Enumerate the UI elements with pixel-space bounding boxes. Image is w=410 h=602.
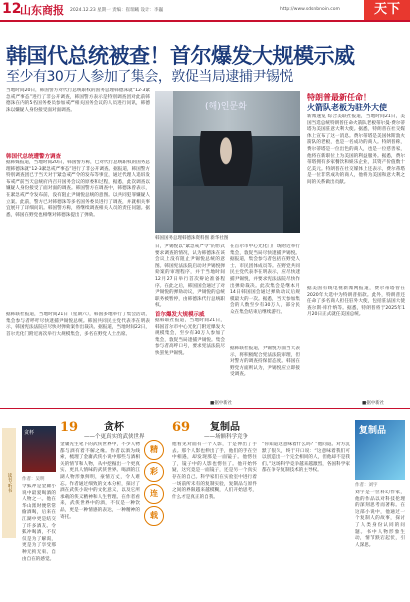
- byline: ■据中新社: [362, 401, 385, 406]
- article-text: 在首尔市中心光化门广场附近举行集会，敦促当局尽快逮捕尹锡悦。据报道，集会参与者包括在野党人士、市民团体成员等。在野党共同民主党代表李在明表示，应尽快逮捕尹锡悦，并要求宪法法院尽快作出弹劾裁决。此次集会是继本月14日韩国国会通过弹劾动议后规模最大的一次。据悉，当天参加集会的人数至少有30万人，部分民众在集会结束后继续游行。: [230, 244, 300, 315]
- issue-meta: 2024.12.23 星期一 责编：崔瑞曦 设计：李巍: [70, 8, 164, 13]
- book-cover: 复制品: [355, 420, 405, 480]
- serial-badge: 连: [144, 484, 164, 504]
- article-text: 新闻速览 综合美联社报道，当地时间21日，美国当选总统特朗普任命火箭队老板蒂尔曼·费尔蒂塔为美国驻意大利大使。据悉，特朗普在社交媒体上宣布了这一消息。费尔蒂塔是美国休斯敦火箭队的老板，也是一名成功的商人。特朗普称，费尔蒂塔是一位出色的商人，也是一位慈善家，他将在新职位上为美国的利益服务。据悉，费尔蒂塔拥有多家餐饮和娱乐企业，其资产价值数十亿美元。特朗普在社交媒体上还表示，费尔蒂塔是一位非常成功的商人，他将为美国和意大利之间的关系做出贡献。: [307, 114, 405, 185]
- article-text: 据韩媒报道，当地时间20日，韩国警方称，已对代行总统职权的国务总理韩德洙就“12·3紧急戒严事态”进行了非公开调查。据报道，韩国警方特别调查团已于当天对于紧急戒严令的发布等事宜，通过代理人追诉发布戒严前当天总统府内召开国务会议的原委和过程，据悉，此次调查以嫌疑人身份接受了面对面的调查。韩国警方在调查中，韩德洙曾表示，在紧急戒严令发布前，没有阻止尹锡悦总统的意图。以共同犯罪嫌疑人立案。此前，警方已对韩德洙等多名国务委员进行了调查，并就相关事宜展开了详细问讯。韩国警方称，将继续调查相关人员的责任问题。据悉，韩国在野党也相继对韩德洙提出了弹劾。: [6, 160, 150, 218]
- article-text: 刘宇是一位科幻作家，他的作品以对科技伦理的深刻思考而著称。在这部小说中，他通过一个复制人的故事，探讨了人类身份认同的问题。书中人物形象生动，情节跌宕起伏，引人深思。: [355, 490, 405, 548]
- article-text: 他看见对面有一个人影，于是伸出了手去。那个人影也伸出了手，他们的手在空中相遇，却发现那是一面镜子。他愣住了，镜子中的人影也愣住了。他开始怀疑，这究竟是一面镜子，还是另一个真实存在的自己。科学家们在实验室中进行着一场前所未有的复制实验，复制品与原件之间的界限越来越模糊，人们开始思考，什么才是真正的自我。: [172, 442, 257, 500]
- section-heading: 韩国代总统遭警方调查: [6, 154, 62, 160]
- serial-badge: 精: [144, 440, 164, 460]
- book-subtitle: ——场额科学竞争: [204, 434, 249, 440]
- article-text: 据韩联社报道，当地时间21日（星期六），韩国多地举行了集会活动，集会参与者呼吁尽快逮捕尹锡悦总统。韩国共同民主党代表李在明表示，韩国宪法法院应尽快对弹劾案作出裁决。据报道，当地时间22日，首尔光化门附近再次举行大规模集会，多名在野党人士出席。: [6, 312, 150, 337]
- article-text: “你知道这意味着什么吗？”他问道。对方沉默了很久，终于开口说：“这意味着我们可以创造出一个完全相同的人，但他却不是我们。”这场科学竞争越来越激烈，各国科学家都在争夺复制技术的主导权。: [262, 442, 350, 474]
- website-url[interactable]: http://www.sdsnbnoin.com: [280, 7, 340, 12]
- lead-headline: 韩国代总统被查！首尔爆发大规模示威: [6, 44, 355, 68]
- right-subheadline: 火箭队老板为驻外大使: [307, 103, 387, 112]
- book-title: 复制品: [210, 422, 240, 433]
- book-author: 作者：吴明: [22, 477, 45, 482]
- serial-number: 19: [60, 420, 79, 435]
- book-cover: 贪杯: [22, 426, 56, 472]
- podium: [173, 186, 283, 233]
- news-photo: [155, 91, 300, 233]
- section-divider: [0, 408, 410, 409]
- section-tag: 天下: [364, 0, 410, 20]
- newspaper-brand: 山东商报: [20, 4, 64, 17]
- book-title: 贪杯: [104, 422, 124, 433]
- article-text: 金庸先生笔下的武侠世界中，不少人物都与酒有着不解之缘。作者以酒为线索，梳理了金庸武侠小说中那些与酒相关的情节和人物，从中挖掘出一个更真实、更具人情味的武侠世界。喝酒的江湖人物形象鲜明，豪情万丈，令人难忘。作者通过细致的文本分析，探讨了酒在武侠小说中的文化意义，以及它所承载的侠义精神和人生哲理。在作者看来，武侠世界中的酒，不仅是一种饮品，更是一种情感的表达，一种精神的寄托。: [60, 442, 140, 520]
- photo-caption: 韩国国务总理韩德洙资料图 新华社图: [155, 236, 229, 241]
- article-text: 日，尹锡悦以“紧急戒严令”的形式要求调查的情况，认为韩德洙在该会议上没有阻止尹锡悦总统的意图。韩国宪法法院启动对尹锡悦弹劾案的审理程序，并于当地时间12月27日举行首次辩论准备程序。在此之后，韩国国会通过了对尹锡悦的弹劾动议，尹锡悦的总统职务被暂停，由韩德洙代行总统职权。: [155, 244, 225, 308]
- article-text: 据韩联社报道，尹锡悦方面当天表示，将积极配合宪法法院审理，但对警方的调查持保留态度。韩国在野党方面则认为，尹锡悦应立即接受调查。: [230, 346, 300, 378]
- right-headline: 特朗普最新任命！: [307, 93, 371, 102]
- serial-badge: 彩: [144, 462, 164, 482]
- page-number: 12: [2, 1, 22, 17]
- photo-backdrop-sign: (해)인문화: [205, 102, 247, 112]
- article-text: 据韩联社报道，当地时间21日，韩国首尔市中心光化门附近爆发大规模集会，至少有30万人参加了集会，敦促当局逮捕尹锡悦。集会参与者高呼口号，要求宪法法院尽快罢免尹锡悦。: [155, 318, 225, 356]
- article-text: 据美国有线电视新闻网报道，费尔蒂塔曾在2020年大选中为特朗普捐款。此外，特朗普还任命了多名商人担任驻外大使，包括驻法国大使查尔斯·库什纳等。据悉，特朗普将于2025年1月20日正式就任美国总统。: [307, 286, 405, 318]
- serial-number: 69: [172, 420, 191, 435]
- byline: ■据中新社: [210, 401, 233, 406]
- article-text: 令狐冲是金庸小说中最爱喝酒的人物之一。他在华山派时便常常偷酒喝，后来在江湖中更是结交了许多酒友。令狐冲喝酒，不仅仅是为了解渴，更是为了享受那种无拘无束、自由自在的感觉。: [22, 484, 56, 562]
- books-section-tag: 读书·听书: [2, 428, 16, 538]
- serial-badge: 载: [144, 506, 164, 526]
- book-author: 作者：刘宇: [355, 483, 378, 488]
- lead-subheadline: 至少有30万人参加了集会，敦促当局逮捕尹锡悦: [6, 69, 293, 85]
- lead-intro: 当地时间20日，韩国警方对代行总统职权的国务总理韩德洙就“12·3紧急戒严事态”进行了非公开调查，韩国警方表示是特别调查团对此前韩德洙在内的5名国务委员参加戒严相关国务会议的人员进行问讯，韩德洙以嫌疑人身份接受面对面调查。: [6, 88, 150, 113]
- book-subtitle: ——个更真实的武侠世界: [84, 434, 145, 440]
- section-heading: 首尔爆发大规模示威: [155, 312, 205, 318]
